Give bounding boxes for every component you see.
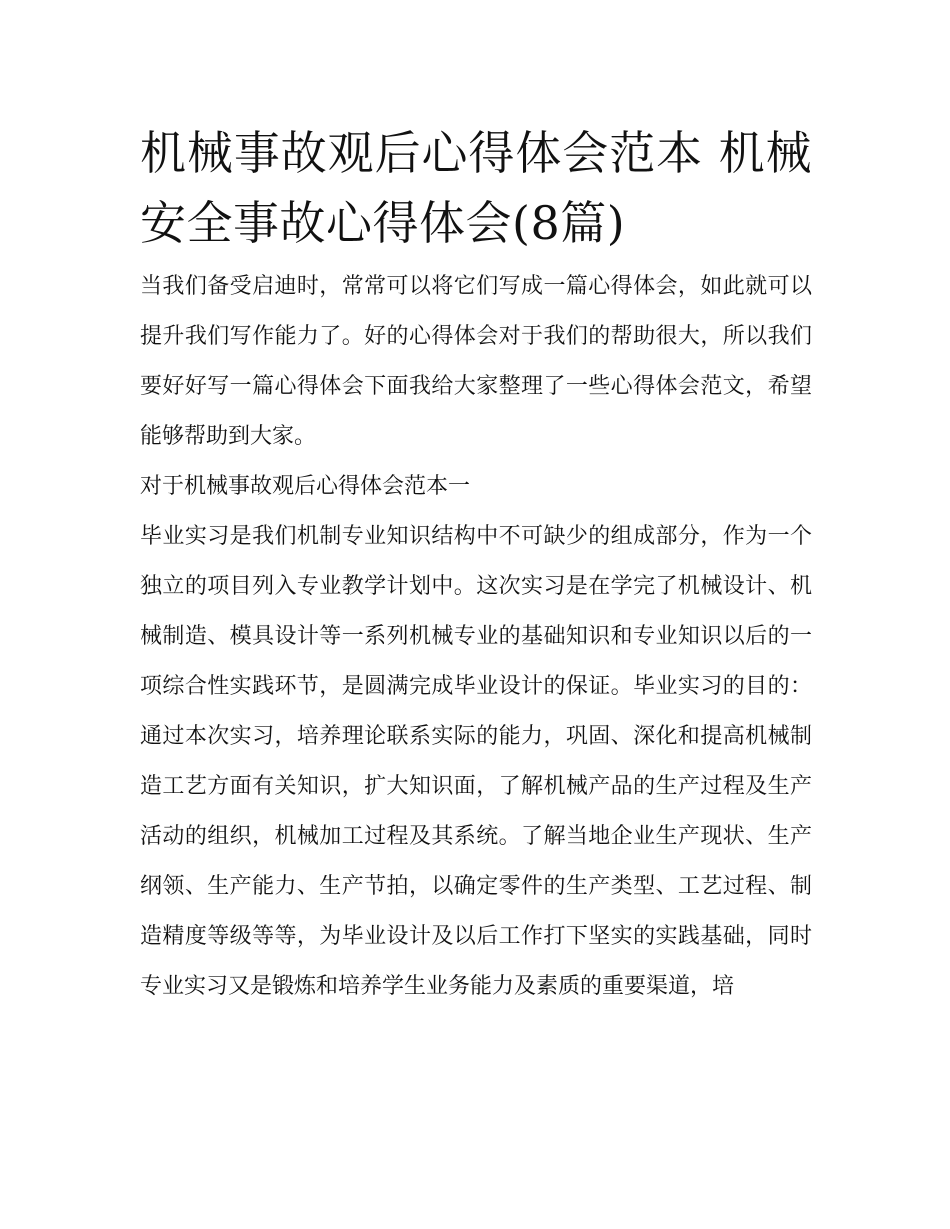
intro-paragraph: 当我们备受启迪时，常常可以将它们写成一篇心得体会，如此就可以提升我们写作能力了。好的心得体会对于我们的帮助很大，所以我们要好好写一篇心得体会下面我给大家整理了一些心得体会范文，希望能够帮助到大家。 [140, 274, 812, 449]
body-paragraph: 毕业实习是我们机制专业知识结构中不可缺少的组成部分，作为一个独立的项目列入专业教学计划中。这次实习是在学完了机械设计、机械制造、模具设计等一系列机械专业的基础知识和专业知识以后的一项综合性实践环节，是圆满完成毕业设计的保证。毕业实习的目的：通过本次实习，培养理论联系实际的能力，巩固、深化和提高机械制造工艺方面有关知识，扩大知识面，了解机械产品的生产过程及生产活动的组织，机械加工过程及其系统。了解当地企业生产现状、生产纲领、生产能力、生产节拍，以确定零件的生产类型、工艺过程、制造精度等级等等，为毕业设计及以后工作打下坚实的实践基础，同时专业实习又是锻炼和培养学生业务能力及素质的重要渠道，培 [140, 524, 812, 999]
section-heading: 对于机械事故观后心得体会范本一 [140, 474, 471, 499]
document-title: 机械事故观后心得体会范本 机械安全事故心得体会(8篇) [140, 126, 812, 250]
document-content [140, 118, 812, 1012]
